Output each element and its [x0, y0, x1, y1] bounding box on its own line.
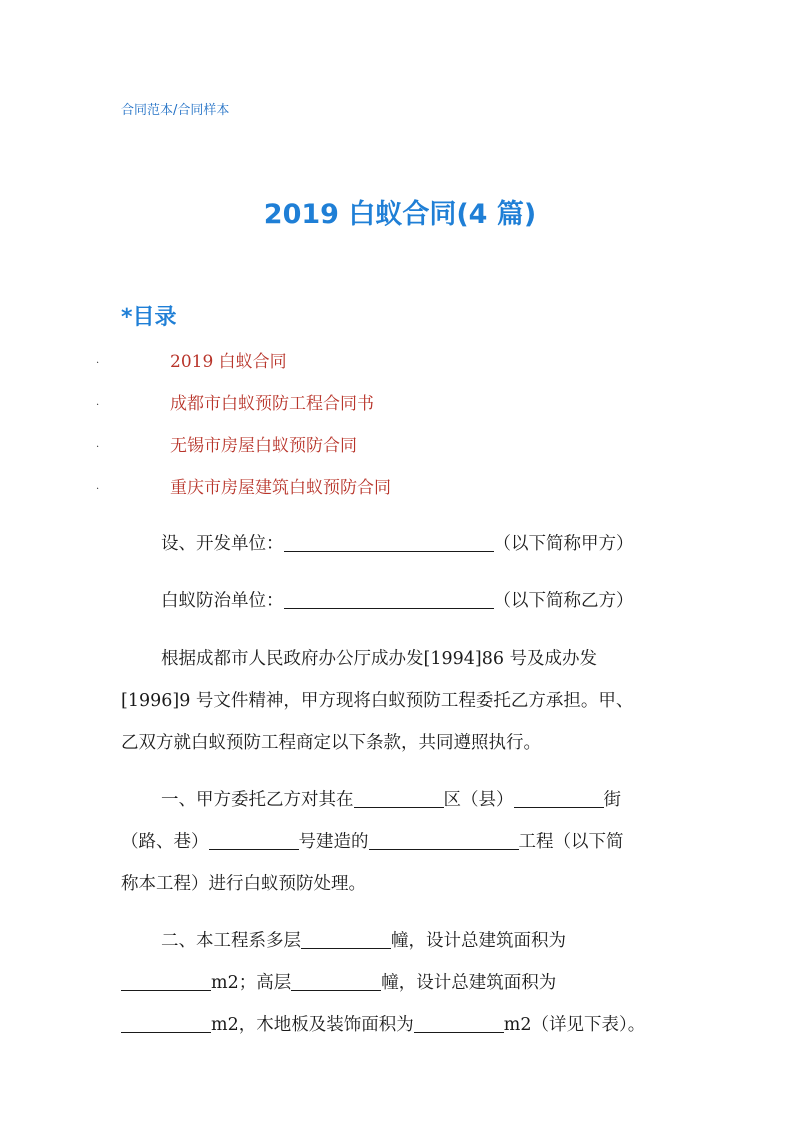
clause-1-text: 街 [603, 790, 621, 810]
party-a-suffix: （以下简称甲方） [493, 534, 634, 554]
clause-2-text: m2，木地板及装饰面积为 [211, 1015, 414, 1035]
intro-line-3: 乙双方就白蚁预防工程商定以下条款，共同遵照执行。 [121, 733, 541, 753]
clause-2-text: 幢，设计总建筑面积为 [381, 973, 557, 993]
clause-2-text: 二、本工程系多层 [161, 931, 301, 951]
party-a-line [161, 530, 634, 555]
district-blank[interactable] [354, 789, 444, 808]
clause-1-text: 号建造的 [298, 832, 369, 852]
clause-1-text: 工程（以下简 [518, 832, 624, 852]
party-a-blank[interactable] [284, 533, 494, 552]
clause-2-text: 幢，设计总建筑面积为 [391, 931, 566, 951]
party-a-label: 设、开发单位： [161, 534, 284, 554]
clause-1-line-2 [121, 828, 624, 853]
clause-2-text: m2（详见下表）。 [503, 1015, 646, 1035]
toc-item[interactable] [96, 347, 596, 375]
street-blank[interactable] [514, 789, 604, 808]
toc-link[interactable]: 成都市白蚁预防工程合同书 [170, 394, 374, 414]
toc-item[interactable] [96, 431, 596, 459]
multi-area-blank[interactable] [121, 972, 211, 991]
party-b-suffix: （以下简称乙方） [493, 591, 634, 611]
bullet-icon: . [96, 481, 100, 492]
multi-storey-blank[interactable] [301, 930, 391, 949]
party-b-label: 白蚁防治单位： [161, 591, 284, 611]
clause-1-text: 一、甲方委托乙方对其在 [161, 790, 354, 810]
bullet-icon: . [96, 397, 100, 408]
number-blank[interactable] [209, 831, 299, 850]
party-b-blank[interactable] [284, 590, 494, 609]
clause-1-text: 区（县） [443, 790, 514, 810]
document-title: 2019 白蚁合同(4 篇) [263, 199, 537, 230]
bullet-icon: . [96, 355, 100, 366]
toc-heading: *目录 [121, 305, 177, 330]
clause-1-text: （路、巷） [121, 832, 209, 852]
clause-2-line-1 [161, 927, 566, 952]
high-rise-blank[interactable] [291, 972, 381, 991]
project-blank[interactable] [369, 831, 519, 850]
party-b-line [161, 587, 634, 612]
toc-item[interactable] [96, 473, 596, 501]
intro-line-2: [1996]9 号文件精神，甲方现将白蚁预防工程委托乙方承担。甲、 [121, 691, 634, 711]
toc-item[interactable] [96, 389, 596, 417]
bullet-icon: . [96, 439, 100, 450]
intro-line-1: 根据成都市人民政府办公厅成办发[1994]86 号及成办发 [161, 649, 598, 669]
clause-2-text: m2；高层 [211, 973, 292, 993]
toc-link[interactable]: 重庆市房屋建筑白蚁预防合同 [170, 478, 391, 498]
clause-1-line-3: 称本工程）进行白蚁预防处理。 [121, 874, 366, 894]
wood-area-blank[interactable] [414, 1014, 504, 1033]
clause-2-line-3 [121, 1011, 645, 1036]
clause-2-line-2 [121, 969, 556, 994]
toc-link[interactable]: 2019 白蚁合同 [170, 352, 287, 372]
header-link[interactable]: 合同范本/合同样本 [121, 103, 230, 118]
clause-1-line-1 [161, 786, 621, 811]
toc-link[interactable]: 无锡市房屋白蚁预防合同 [170, 436, 357, 456]
high-area-blank[interactable] [121, 1014, 211, 1033]
